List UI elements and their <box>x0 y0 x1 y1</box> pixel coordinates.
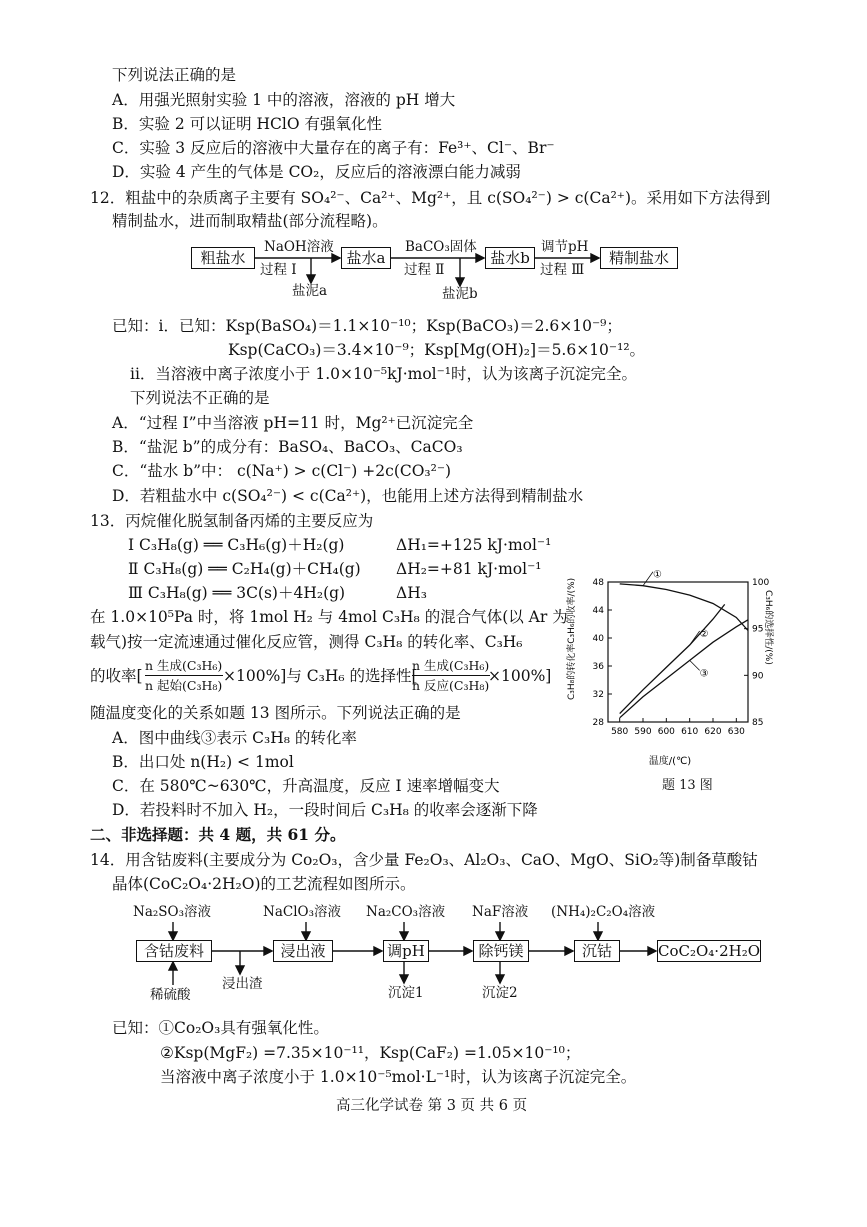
q14-stem-line1: 14．用含钴废料(主要成分为 Co₂O₃，含少量 Fe₂O₃、Al₂O₃、CaO、MgO、SiO₂等)制备草酸钴 <box>90 851 758 869</box>
q12-option-a: A．“过程 Ⅰ”中当溶液 pH=11 时，Mg²⁺已沉淀完全 <box>112 414 474 432</box>
q13-reaction-1-dh: ΔH₁=+125 kJ·mol⁻¹ <box>396 536 552 554</box>
q13-para-2: 载气)按一定流速通过催化反应管，测得 C₃H₈ 的转化率、C₃H₆ <box>90 633 523 651</box>
chart-series-label: ② <box>699 629 709 640</box>
q13-yield-numerator: n 生成(C₃H₆) <box>145 658 223 673</box>
chart-ytick-left-label: 28 <box>592 718 604 728</box>
q11-option-a: A．用强光照射实验 1 中的溶液，溶液的 pH 增大 <box>112 91 456 109</box>
q12-stem-line1: 12．粗盐中的杂质离子主要有 SO₄²⁻、Ca²⁺、Mg²⁺，且 c(SO₄²⁻) > c(Ca²⁺)。采用如下方法得到 <box>90 189 771 207</box>
flow-output-precipitate-2: 沉淀2 <box>482 985 518 1001</box>
q13-stem: 13．丙烷催化脱氢制备丙烯的主要反应为 <box>90 512 374 530</box>
chart-ytick-right-label: 95 <box>752 624 764 635</box>
chart-ytick-left-label: 32 <box>592 690 604 700</box>
chart-xtick-label: 610 <box>681 727 699 737</box>
section-2-heading: 二、非选择题：共 4 题，共 61 分。 <box>90 825 346 844</box>
flow-box-brine-b: 盐水b <box>485 247 535 269</box>
chart-ytick-left-label: 44 <box>592 606 604 616</box>
flow-process-3: 过程 Ⅲ <box>540 262 585 278</box>
q14-stem-line2: 晶体(CoC₂O₄·2H₂O)的工艺流程如图所示。 <box>112 875 416 893</box>
q13-para-3c: ×100%] <box>488 667 552 685</box>
chart-ytick-right-label: 100 <box>752 578 770 588</box>
flow-box-cobalt-waste: 含钴废料 <box>136 940 212 962</box>
q11-option-b: B．实验 2 可以证明 HClO 有强氧化性 <box>112 115 383 133</box>
flow-reagent-naoh: NaOH溶液 <box>264 239 334 255</box>
flow-output-residue: 浸出渣 <box>222 976 263 992</box>
q13-para-4: 随温度变化的关系如题 13 图所示。下列说法正确的是 <box>90 704 461 722</box>
q13-para-1: 在 1.0×10⁵Pa 时，将 1mol H₂ 与 4mol C₃H₈ 的混合气体(以 Ar 为 <box>90 608 568 626</box>
q12-known-3: ii．当溶液中离子浓度小于 1.0×10⁻⁵kJ·mol⁻¹时，认为该离子沉淀完全。 <box>130 365 638 383</box>
flow-box-adjust-ph: 调pH <box>383 940 429 962</box>
q12-option-c: C．“盐水 b”中： c(Na⁺) > c(Cl⁻) +2c(CO₃²⁻) <box>112 462 452 480</box>
flow-reagent-baco3: BaCO₃固体 <box>405 239 477 255</box>
q12-known-2: Ksp(CaCO₃)＝3.4×10⁻⁹；Ksp[Mg(OH)₂]＝5.6×10⁻¹²。 <box>228 341 646 359</box>
q13-para-3a: 的收率[ <box>90 667 143 685</box>
chart-xtick-label: 590 <box>634 727 652 737</box>
flow-input-oxalate: (NH₄)₂C₂O₄溶液 <box>551 904 656 920</box>
q14-known-3: 当溶液中离子浓度小于 1.0×10⁻⁵mol·L⁻¹时，认为该离子沉淀完全。 <box>160 1068 637 1086</box>
q13-reaction-1: Ⅰ C₃H₈(g) ══ C₃H₆(g)＋H₂(g) <box>128 536 345 554</box>
q13-figure-caption: 题 13 图 <box>662 778 713 793</box>
q11-stem: 下列说法正确的是 <box>112 66 237 84</box>
q13-reaction-2: Ⅱ C₃H₈(g) ══ C₂H₄(g)＋CH₄(g) <box>128 560 361 578</box>
flow-process-2: 过程 Ⅱ <box>404 262 445 278</box>
chart-xtick-label: 630 <box>727 727 745 737</box>
chart-xtick-label: 580 <box>611 727 629 737</box>
flow-input-na2so3: Na₂SO₃溶液 <box>133 904 212 920</box>
flow-output-precipitate-1: 沉淀1 <box>388 985 424 1001</box>
chart-xlabel: 温度/(℃) <box>648 756 692 767</box>
flow-reagent-ph: 调节pH <box>541 239 589 255</box>
q13-para-3b: ×100%]与 C₃H₆ 的选择性[ <box>223 667 418 685</box>
chart-ytick-left-label: 36 <box>592 662 604 672</box>
q12-ask: 下列说法不正确的是 <box>130 389 270 407</box>
chart-ytick-left-label: 40 <box>592 634 604 644</box>
q13-selectivity-denominator: n 反应(C₃H₈) <box>412 678 490 693</box>
q13-reaction-2-dh: ΔH₂=+81 kJ·mol⁻¹ <box>396 560 542 578</box>
q13-yield-denominator: n 起始(C₃H₈) <box>145 678 223 693</box>
chart-ylabel-right: C₃H₆的选择性/(%) <box>763 590 773 665</box>
flow-box-crude-brine: 粗盐水 <box>191 247 255 269</box>
chart-series-label: ① <box>653 570 662 581</box>
q13-reaction-3-dh: ΔH₃ <box>396 584 427 602</box>
q13-option-d: D．若投料时不加入 H₂，一段时间后 C₃H₈ 的收率会逐渐下降 <box>112 801 538 819</box>
q12-known-1: 已知：i．已知：Ksp(BaSO₄)＝1.1×10⁻¹⁰；Ksp(BaCO₃)＝2.6×10⁻⁹； <box>112 317 622 335</box>
flow-box-brine-a: 盐水a <box>341 247 391 269</box>
q13-option-a: A．图中曲线③表示 C₃H₈ 的转化率 <box>112 729 357 747</box>
chart-ytick-left-label: 48 <box>592 578 604 588</box>
q14-known-2: ②Ksp(MgF₂) =7.35×10⁻¹¹，Ksp(CaF₂) =1.05×10⁻¹⁰； <box>160 1044 581 1062</box>
chart-ytick-right-label: 90 <box>752 671 764 682</box>
flow-input-naclo3: NaClO₃溶液 <box>263 904 341 920</box>
q13-option-b: B．出口处 n(H₂) < 1mol <box>112 753 294 771</box>
flow-box-product: CoC₂O₄·2H₂O <box>658 942 761 960</box>
q11-option-c: C．实验 3 反应后的溶液中大量存在的离子有：Fe³⁺、Cl⁻、Br⁻ <box>112 139 555 157</box>
chart-ytick-right-label: 85 <box>752 718 764 728</box>
flow-box-refined-brine: 精制盐水 <box>600 247 678 269</box>
q14-known-1: 已知：①Co₂O₃具有强氧化性。 <box>112 1019 329 1037</box>
flow-mud-a: 盐泥a <box>292 283 328 299</box>
flow-mud-b: 盐泥b <box>442 286 478 302</box>
page-footer: 高三化学试卷 第 3 页 共 6 页 <box>336 1098 528 1114</box>
q13-reaction-3: Ⅲ C₃H₈(g) ══ 3C(s)＋4H₂(g) <box>128 584 346 602</box>
q13-selectivity-numerator: n 生成(C₃H₆) <box>412 658 490 673</box>
chart-xtick-label: 620 <box>704 727 722 737</box>
q12-option-b: B．“盐泥 b”的成分有：BaSO₄、BaCO₃、CaCO₃ <box>112 438 463 456</box>
flow-box-remove-ca-mg: 除钙镁 <box>473 940 529 962</box>
flow-box-precipitate-co: 沉钴 <box>574 940 620 962</box>
chart-series-label: ③ <box>699 668 709 680</box>
flow-input-na2co3: Na₂CO₃溶液 <box>366 904 446 920</box>
q13-option-c: C．在 580℃~630℃，升高温度，反应 Ⅰ 速率增幅变大 <box>112 777 500 795</box>
flow-box-leachate: 浸出液 <box>273 940 333 962</box>
chart-ylabel-left: C₃H₈的转化率C₃H₆的收率/(%) <box>567 577 577 700</box>
flow-process-1: 过程 Ⅰ <box>260 262 297 278</box>
q12-option-d: D．若粗盐水中 c(SO₄²⁻) < c(Ca²⁺)，也能用上述方法得到精制盐水 <box>112 487 584 505</box>
flow-input-naf: NaF溶液 <box>472 904 529 920</box>
flow-input-dilute-acid: 稀硫酸 <box>150 987 191 1003</box>
chart-xtick-label: 600 <box>657 727 675 737</box>
q11-option-d: D．实验 4 产生的气体是 CO₂，反应后的溶液漂白能力减弱 <box>112 163 521 181</box>
q12-stem-line2: 精制盐水，进而制取精盐(部分流程略)。 <box>112 212 388 230</box>
